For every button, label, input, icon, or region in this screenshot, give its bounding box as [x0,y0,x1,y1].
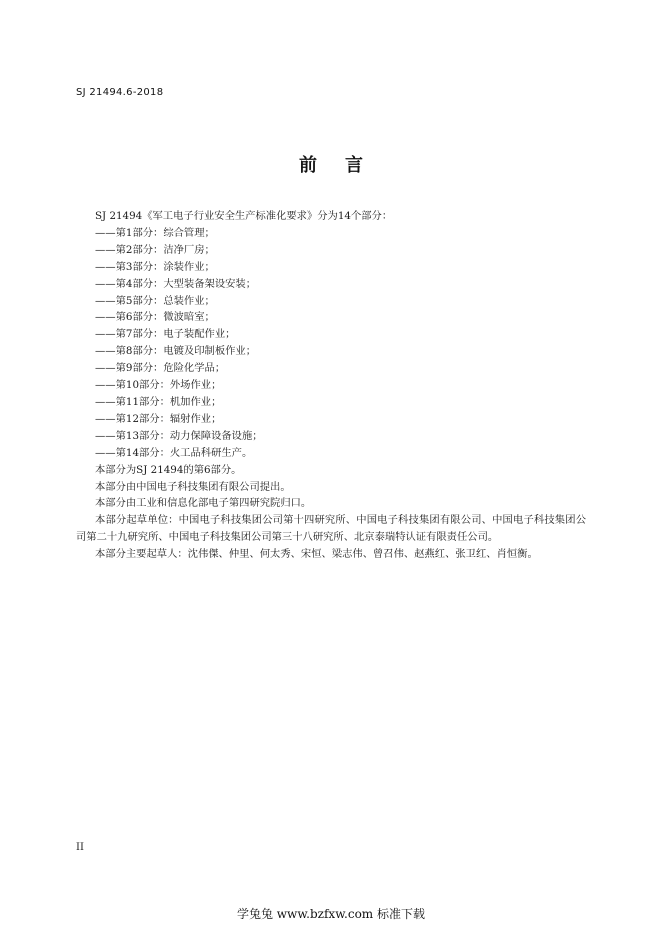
part-list-item: ——第12部分：辐射作业； [95,412,222,425]
drafters-paragraph: 本部分主要起草人：沈伟傑、仲里、何太秀、宋恒、梁志伟、曾召伟、赵燕红、张卫红、肖恒衡。 [95,548,538,561]
part-list-item: ——第13部分：动力保障设备设施； [95,429,263,442]
title-char-1: 前 [299,155,317,176]
page-title [0,151,662,177]
managed-by-statement: 本部分由工业和信息化部电子第四研究院归口。 [95,497,312,510]
standard-code: SJ 21494.6-2018 [76,87,164,98]
part-of-statement: 本部分为SJ 21494的第6部分。 [95,463,242,476]
part-list-item: ——第10部分：外场作业； [95,379,222,392]
part-list-item: ——第6部分：微波暗室； [95,311,215,324]
foreword-body [76,208,586,563]
proposed-by-statement: 本部分由中国电子科技集团有限公司提出。 [95,480,291,493]
page-number: II [76,842,84,853]
part-list-item: ——第2部分：洁净厂房； [95,243,215,256]
title-char-2: 言 [345,155,363,176]
part-list-item: ——第5部分：总装作业； [95,294,215,307]
part-list-item: ——第9部分：危险化学品； [95,362,226,375]
part-list-item: ——第14部分：火工品科研生产。 [95,446,253,459]
part-list-item: ——第11部分：机加作业； [95,395,222,408]
drafting-units-paragraph: 本部分起草单位：中国电子科技集团公司第十四研究所、中国电子科技集团有限公司、中国电子科技集团公司第二十九研究所、中国电子科技集团公司第三十八研究所、北京泰瑞特认证有限责任公司。 [76,514,586,544]
intro-paragraph: SJ 21494《军工电子行业安全生产标准化要求》分为14个部分： [95,210,393,222]
part-list-item: ——第4部分：大型装备架设安装； [95,277,257,290]
part-list-item: ——第3部分：涂装作业； [95,260,215,273]
part-list-item: ——第8部分：电镀及印制板作业； [95,345,257,358]
watermark-footer: 学兔兔 www.bzfxw.com 标准下载 [236,907,426,921]
part-list-item: ——第1部分：综合管理； [95,226,215,239]
part-list-item: ——第7部分：电子装配作业； [95,328,236,341]
